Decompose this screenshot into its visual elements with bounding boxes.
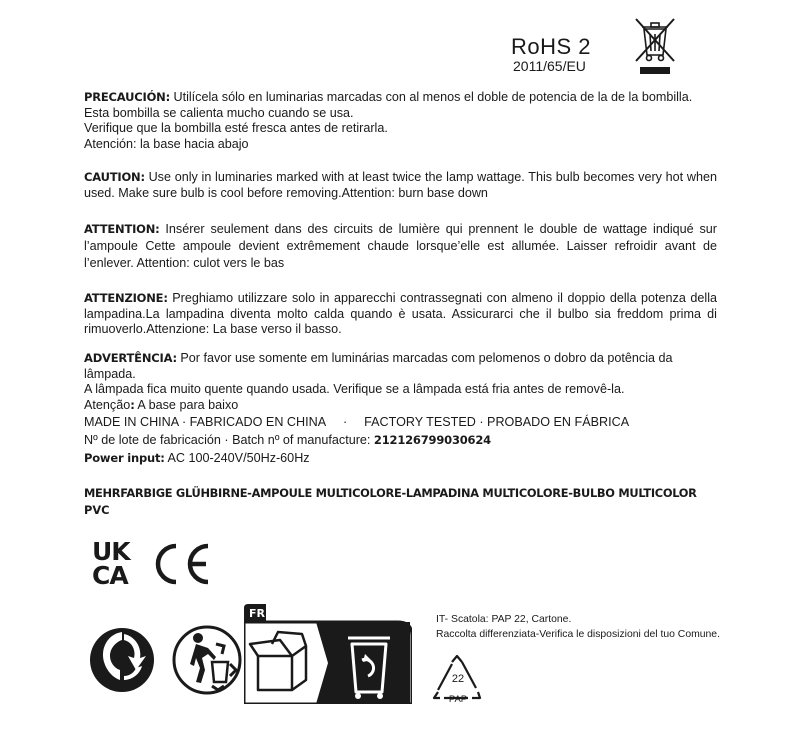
warning-es <box>84 90 717 152</box>
factory-tested-text: FACTORY TESTED · PROBADO EN FÁBRICA <box>364 415 630 429</box>
warning-it-text: Preghiamo utilizzare solo in apparecchi contrassegnati con almeno il doppio della potenza della lampadina.La lampadina diventa molto calda quando è usata. Assicurarci che il bulbo sia freddom prima di rimuoverlo.Attenzione: La base verso il basso. <box>84 291 717 336</box>
crossed-out-wheelie-bin-icon <box>632 15 678 77</box>
warning-es-line4: Atención: la base hacia abajo <box>84 136 249 151</box>
batch-number: 212126799030624 <box>373 433 491 447</box>
it-packaging-line2: Raccolta differenziata-Verifica le disposizioni del tuo Comune. <box>436 629 720 640</box>
ukca-top-text: UK <box>92 537 130 566</box>
product-material: PVC <box>84 503 110 517</box>
warning-es-line2: Esta bombilla se calienta mucho cuando se usa. <box>84 105 354 120</box>
power-line <box>84 451 310 465</box>
ukca-mark <box>92 537 142 590</box>
warning-es-line1: Utilícela sólo en luminarias marcadas con al menos el doble de potencia de la de la bombilla. <box>169 90 693 104</box>
warning-pt-line3: Atenção: A base para baixo <box>84 397 239 412</box>
it-packaging-line1: IT- Scatola: PAP 22, Cartone. <box>436 614 572 625</box>
batch-label: Nº de lote de fabricación · Batch nº of manufacture: <box>84 433 374 447</box>
fr-label-text: FR <box>249 607 265 620</box>
warning-pt-line2: A lâmpada fica muito quente quando usada. Verifique se a lâmpada está fria antes de removê-la. <box>84 382 625 396</box>
batch-line <box>84 433 491 447</box>
warning-it-label: ATTENZIONE: <box>84 291 168 305</box>
warning-pt <box>84 351 717 413</box>
warning-pt-line1: Por favor use somente em luminárias marcadas com pelomenos o dobro da potência da lâmpada. <box>84 351 673 381</box>
rohs-directive: 2011/65/EU <box>513 58 586 74</box>
warning-en-text: Use only in luminaries marked with at least twice the lamp wattage. This bulb becomes very hot when used. Make sure bulb is cool before removing.Attention: burn base down <box>84 170 717 200</box>
tidyman-icon <box>172 624 242 696</box>
warning-it <box>84 291 717 338</box>
warning-pt-label: ADVERTÊNCIA: <box>84 351 177 365</box>
warning-fr-text: Insérer seulement dans des circuits de lumière qui prennent le double de wattage indiqué sur l’ampoule Cette ampoule devient extrêmement chaude lorsque’elle est allumée. Laisser refroidir avant de l’enlever. Attention: culot vers le bas <box>84 222 717 270</box>
green-dot-icon <box>88 626 156 694</box>
warning-fr <box>84 221 717 272</box>
ukca-bottom-text: CA <box>92 561 128 590</box>
warning-es-line3: Verifique que la bombilla esté fresca antes de retirarla. <box>84 121 388 135</box>
pap-label: PAP <box>448 694 468 705</box>
made-in-text: MADE IN CHINA · FABRICADO EN CHINA <box>84 415 327 429</box>
product-name: MEHRFARBIGE GLÜHBIRNE-AMPOULE MULTICOLORE-LAMPADINA MULTICOLORE-BULBO MULTICOLOR <box>84 486 697 500</box>
triman-fr-panel <box>244 604 412 704</box>
warning-en <box>84 170 717 201</box>
made-in-line <box>84 415 629 429</box>
warning-fr-label: ATTENTION: <box>84 222 160 236</box>
pap-number: 22 <box>451 673 465 685</box>
power-value: AC 100-240V/50Hz-60Hz <box>164 451 310 465</box>
separator-dot: · <box>343 415 348 429</box>
warning-en-label: CAUTION: <box>84 170 145 184</box>
rohs-title: RoHS 2 <box>511 34 592 59</box>
ce-mark-icon <box>150 542 212 586</box>
warning-es-label: PRECAUCIÓN: <box>84 90 170 104</box>
power-label: Power input: <box>84 451 165 465</box>
